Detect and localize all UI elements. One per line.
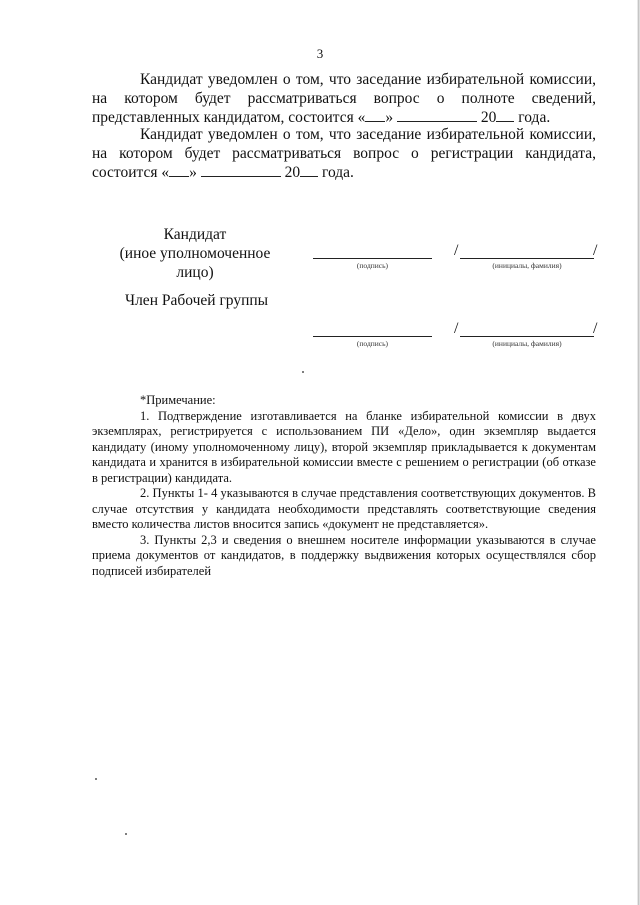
month-blank — [201, 163, 281, 177]
candidate-signature-caption: (подпись) — [356, 261, 389, 270]
notice-paragraph-completeness: Кандидат уведомлен о том, что заседание избирательной комиссии, на котором будет рассматриваться вопрос о полноте сведений, представленных кандидатом, состоится « » 20 года. — [92, 71, 596, 126]
member-signature-caption: (подпись) — [356, 339, 389, 348]
scan-speck — [302, 371, 304, 373]
candidate-signature-line — [313, 258, 432, 259]
candidate-signature-label: Кандидат (иное уполномоченное лицо) — [119, 226, 271, 281]
note-item-3: 3. Пункты 2,3 и сведения о внешнем носителе информации указываются в случае приема документов от кандидатов, в поддержку выдвижения которых осуществлялся сбор подписей избирателей — [92, 532, 596, 578]
month-blank — [397, 108, 477, 122]
year-blank — [300, 163, 318, 177]
year-blank — [496, 108, 514, 122]
scan-speck — [95, 778, 97, 780]
note-item-2: 2. Пункты 1- 4 указываются в случае представления соответствующих документов. В случае отсутствия у кандидата необходимости представлять соответствующие сведения вместо количества листов вносится запись «документ не представляется». — [92, 486, 596, 531]
member-name-line — [460, 336, 594, 337]
notice-paragraph-registration: Кандидат уведомлен о том, что заседание избирательной комиссии, на котором будет рассматриваться вопрос о регистрации кандидата, состоится « » 20 года. — [92, 126, 596, 181]
note-title: *Примечание: — [140, 393, 216, 407]
day-blank — [169, 163, 189, 177]
footnote-block — [92, 393, 596, 579]
note-item-1: 1. Подтверждение изготавливается на бланке избирательной комиссии в двух экземплярах, регистрируется с использованием ПИ «Дело», один экземпляр выдается кандидату (иному уполномоченному лицу), второй экземпляр прикладывается к документам кандидата и хранится в избирательной комиссии вместе с решением о регистрации (об отказе в регистрации) кандидата. — [92, 408, 596, 485]
member-signature-line — [313, 336, 432, 337]
candidate-name-line — [460, 258, 594, 259]
page-number: 3 — [316, 46, 324, 61]
scan-speck — [125, 833, 127, 835]
day-blank — [365, 108, 385, 122]
working-group-member-label: Член Рабочей группы — [125, 292, 269, 309]
member-name-caption: (инициалы, фамилия) — [492, 339, 562, 348]
paragraph-text: Кандидат уведомлен о том, что заседание избирательной комиссии, на котором будет рассматриваться вопрос о регистрации кандидата, состоится « — [92, 126, 596, 181]
paragraph-text: Кандидат уведомлен о том, что заседание избирательной комиссии, на котором будет рассматриваться вопрос о полноте сведений, представленных кандидатом, состоится « — [92, 71, 596, 126]
candidate-name-caption: (инициалы, фамилия) — [492, 261, 562, 270]
